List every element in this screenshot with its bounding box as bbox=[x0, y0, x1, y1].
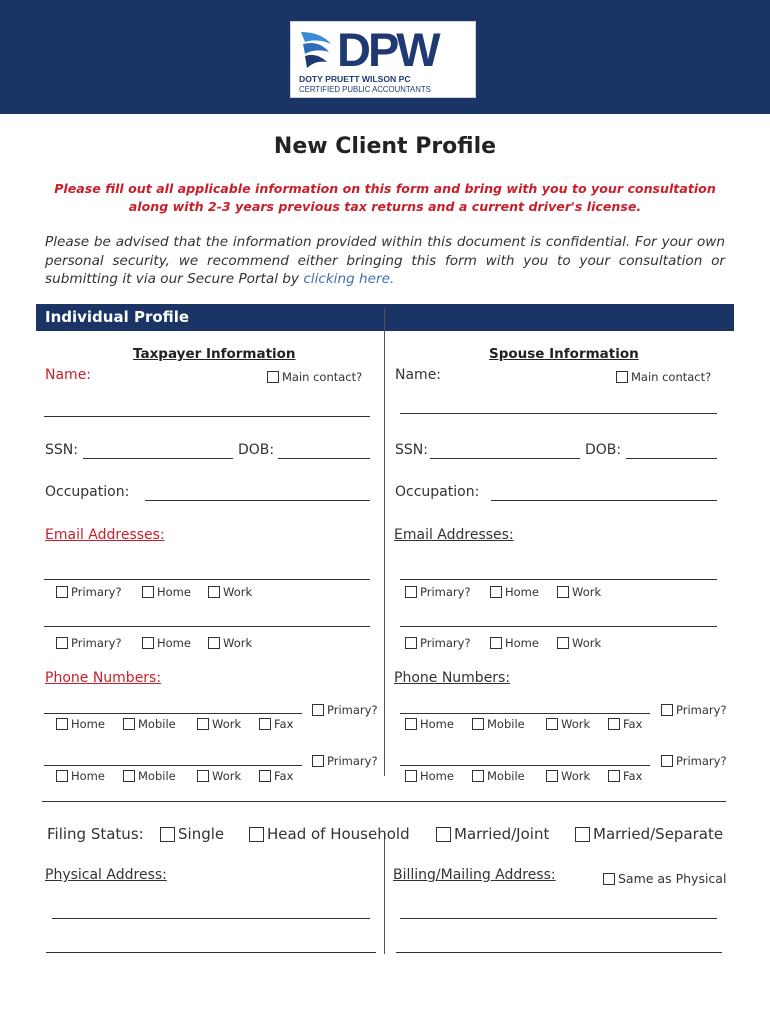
checkbox-label: Home bbox=[71, 717, 105, 731]
checkbox-label: Primary? bbox=[327, 754, 378, 768]
checkbox-label: Main contact? bbox=[282, 370, 363, 384]
taxpayer-email1-primary-checkbox[interactable] bbox=[56, 585, 122, 599]
spouse-occupation-field[interactable] bbox=[491, 500, 717, 501]
checkbox-label: Mobile bbox=[138, 769, 176, 783]
taxpayer-name-label: Name: bbox=[45, 367, 92, 383]
checkbox-label: Primary? bbox=[71, 636, 122, 650]
taxpayer-phone1-work-checkbox[interactable] bbox=[197, 717, 241, 731]
checkbox-box[interactable] bbox=[56, 718, 68, 730]
checkbox-label: Single bbox=[178, 825, 225, 843]
spouse-ssn-field[interactable] bbox=[430, 458, 580, 459]
spouse-phone1-fax-checkbox[interactable] bbox=[608, 717, 642, 731]
taxpayer-main-contact-checkbox[interactable] bbox=[267, 370, 362, 384]
checkbox-box[interactable] bbox=[546, 718, 558, 730]
checkbox-box[interactable] bbox=[557, 637, 569, 649]
spouse-email1-home-checkbox[interactable] bbox=[490, 585, 539, 599]
checkbox-label: Primary? bbox=[327, 703, 378, 717]
physical-address-label: Physical Address: bbox=[45, 867, 167, 883]
spouse-main-contact-checkbox[interactable] bbox=[616, 370, 711, 384]
checkbox-label: Home bbox=[420, 769, 454, 783]
column-divider bbox=[384, 308, 385, 776]
checkbox-label: Work bbox=[212, 717, 242, 731]
page-title: New Client Profile bbox=[273, 134, 497, 159]
checkbox-box[interactable] bbox=[197, 718, 209, 730]
checkbox-box[interactable] bbox=[405, 637, 417, 649]
checkbox-label: Married/Separate bbox=[593, 825, 724, 843]
taxpayer-phone1-primary-checkbox[interactable] bbox=[312, 703, 378, 717]
taxpayer-occupation-label: Occupation: bbox=[45, 484, 130, 500]
taxpayer-dob-field[interactable] bbox=[278, 458, 370, 459]
spouse-dob-label: DOB: bbox=[585, 442, 622, 458]
checkbox-box[interactable] bbox=[608, 770, 620, 782]
filing-status-label: Filing Status: bbox=[47, 825, 144, 843]
taxpayer-phone2-primary-checkbox[interactable] bbox=[312, 754, 378, 768]
notice-line-2: along with 2-3 years previous tax returns and a current driver's license. bbox=[128, 199, 642, 214]
checkbox-label: Married/Joint bbox=[454, 825, 550, 843]
filing-married-separate-checkbox[interactable] bbox=[575, 825, 723, 843]
checkbox-label: Same as Physical bbox=[618, 871, 727, 886]
checkbox-box[interactable] bbox=[472, 718, 484, 730]
checkbox-box[interactable] bbox=[312, 755, 324, 767]
taxpayer-phone2-work-checkbox[interactable] bbox=[197, 769, 241, 783]
billing-address-line-1[interactable] bbox=[400, 918, 717, 919]
taxpayer-email-field-1[interactable] bbox=[44, 579, 370, 580]
spouse-name-label: Name: bbox=[395, 367, 442, 383]
taxpayer-phone1-mobile-checkbox[interactable] bbox=[123, 717, 176, 731]
checkbox-label: Work bbox=[223, 636, 253, 650]
spouse-phone1-primary-checkbox[interactable] bbox=[661, 703, 727, 717]
spouse-email1-primary-checkbox[interactable] bbox=[405, 585, 471, 599]
spouse-occupation-label: Occupation: bbox=[395, 484, 480, 500]
checkbox-box[interactable] bbox=[405, 586, 417, 598]
checkbox-label: Work bbox=[223, 585, 253, 599]
section-separator bbox=[42, 801, 726, 802]
checkbox-box[interactable] bbox=[490, 586, 502, 598]
spouse-phone-label: Phone Numbers: bbox=[394, 670, 511, 686]
spouse-name-field[interactable] bbox=[400, 413, 717, 414]
spouse-email2-home-checkbox[interactable] bbox=[490, 636, 539, 650]
checkbox-box[interactable] bbox=[259, 770, 271, 782]
spouse-phone-field-1[interactable] bbox=[400, 713, 650, 714]
checkbox-box[interactable] bbox=[405, 718, 417, 730]
column-divider-lower bbox=[384, 832, 385, 954]
spouse-header: Spouse Information bbox=[489, 346, 639, 362]
taxpayer-occupation-field[interactable] bbox=[145, 500, 370, 501]
checkbox-box[interactable] bbox=[603, 873, 615, 885]
taxpayer-ssn-field[interactable] bbox=[83, 458, 233, 459]
spouse-dob-field[interactable] bbox=[626, 458, 717, 459]
checkbox-box[interactable] bbox=[160, 827, 175, 842]
checkbox-box[interactable] bbox=[490, 637, 502, 649]
checkbox-label: Home bbox=[71, 769, 105, 783]
logo-swoosh-icon bbox=[299, 30, 335, 72]
taxpayer-dob-label: DOB: bbox=[238, 442, 275, 458]
spouse-phone1-home-checkbox[interactable] bbox=[405, 717, 454, 731]
filing-married-joint-checkbox[interactable] bbox=[436, 825, 549, 843]
firm-logo bbox=[290, 21, 476, 98]
checkbox-box[interactable] bbox=[312, 704, 324, 716]
spouse-email-label: Email Addresses: bbox=[394, 527, 514, 543]
filing-single-checkbox[interactable] bbox=[160, 825, 224, 843]
checkbox-label: Primary? bbox=[420, 636, 471, 650]
checkbox-label: Mobile bbox=[487, 769, 525, 783]
taxpayer-email2-home-checkbox[interactable] bbox=[142, 636, 191, 650]
checkbox-box[interactable] bbox=[608, 718, 620, 730]
taxpayer-phone1-fax-checkbox[interactable] bbox=[259, 717, 293, 731]
same-as-physical-checkbox[interactable] bbox=[603, 871, 726, 886]
checkbox-box[interactable] bbox=[267, 371, 279, 383]
checkbox-box[interactable] bbox=[56, 586, 68, 598]
taxpayer-email-label: Email Addresses: bbox=[45, 527, 165, 543]
taxpayer-phone-field-2[interactable] bbox=[44, 765, 302, 766]
notice-line-1: Please fill out all applicable information on this form and bring with you to your consultation bbox=[54, 181, 716, 196]
checkbox-label: Work bbox=[561, 769, 591, 783]
taxpayer-email-field-2[interactable] bbox=[44, 626, 370, 627]
checkbox-box[interactable] bbox=[616, 371, 628, 383]
checkbox-label: Home bbox=[505, 585, 539, 599]
spouse-phone2-fax-checkbox[interactable] bbox=[608, 769, 642, 783]
checkbox-box[interactable] bbox=[123, 718, 135, 730]
checkbox-label: Fax bbox=[274, 717, 294, 731]
checkbox-label: Mobile bbox=[487, 717, 525, 731]
taxpayer-email2-primary-checkbox[interactable] bbox=[56, 636, 122, 650]
checkbox-label: Primary? bbox=[676, 754, 727, 768]
taxpayer-phone-label: Phone Numbers: bbox=[45, 670, 162, 686]
checkbox-label: Home bbox=[420, 717, 454, 731]
checkbox-box[interactable] bbox=[575, 827, 590, 842]
checkbox-box[interactable] bbox=[56, 770, 68, 782]
checkbox-label: Work bbox=[561, 717, 591, 731]
taxpayer-email2-work-checkbox[interactable] bbox=[208, 636, 252, 650]
checkbox-label: Primary? bbox=[676, 703, 727, 717]
taxpayer-phone2-home-checkbox[interactable] bbox=[56, 769, 105, 783]
taxpayer-name-field[interactable] bbox=[44, 416, 370, 417]
checkbox-label: Work bbox=[572, 585, 602, 599]
logo-firm-name: DOTY PRUETT WILSON PC bbox=[299, 74, 411, 84]
checkbox-box[interactable] bbox=[197, 770, 209, 782]
checkbox-label: Fax bbox=[623, 717, 643, 731]
taxpayer-email1-home-checkbox[interactable] bbox=[142, 585, 191, 599]
section-header bbox=[36, 304, 734, 331]
spouse-phone2-mobile-checkbox[interactable] bbox=[472, 769, 525, 783]
confidentiality-text: Please be advised that the information provided within this document is confidential. For your own personal security, we recommend either bringing this form with you to your consultation or submitting it via our Secure Portal by bbox=[45, 234, 725, 287]
taxpayer-ssn-label: SSN: bbox=[45, 442, 78, 458]
checkbox-label: Fax bbox=[274, 769, 294, 783]
spouse-phone1-work-checkbox[interactable] bbox=[546, 717, 590, 731]
taxpayer-phone2-fax-checkbox[interactable] bbox=[259, 769, 293, 783]
taxpayer-email1-work-checkbox[interactable] bbox=[208, 585, 252, 599]
spouse-phone1-mobile-checkbox[interactable] bbox=[472, 717, 525, 731]
spouse-email-field-2[interactable] bbox=[400, 626, 717, 627]
spouse-email1-work-checkbox[interactable] bbox=[557, 585, 601, 599]
checkbox-label: Main contact? bbox=[631, 370, 712, 384]
checkbox-box[interactable] bbox=[56, 637, 68, 649]
spouse-phone2-home-checkbox[interactable] bbox=[405, 769, 454, 783]
physical-address-line-2[interactable] bbox=[46, 952, 376, 953]
spouse-email2-work-checkbox[interactable] bbox=[557, 636, 601, 650]
checkbox-label: Home bbox=[505, 636, 539, 650]
confidentiality-notice bbox=[45, 233, 725, 289]
spouse-phone2-primary-checkbox[interactable] bbox=[661, 754, 727, 768]
checkbox-label: Work bbox=[212, 769, 242, 783]
checkbox-label: Primary? bbox=[420, 585, 471, 599]
checkbox-box[interactable] bbox=[142, 637, 154, 649]
checkbox-box[interactable] bbox=[436, 827, 451, 842]
checkbox-label: Work bbox=[572, 636, 602, 650]
taxpayer-phone-field-1[interactable] bbox=[44, 713, 302, 714]
checkbox-box[interactable] bbox=[472, 770, 484, 782]
checkbox-label: Primary? bbox=[71, 585, 122, 599]
checkbox-label: Mobile bbox=[138, 717, 176, 731]
checkbox-box[interactable] bbox=[557, 586, 569, 598]
spouse-email-field-1[interactable] bbox=[400, 579, 717, 580]
instructions-notice bbox=[40, 180, 730, 216]
billing-address-label: Billing/Mailing Address: bbox=[393, 867, 556, 883]
checkbox-label: Fax bbox=[623, 769, 643, 783]
taxpayer-phone2-mobile-checkbox[interactable] bbox=[123, 769, 176, 783]
checkbox-box[interactable] bbox=[405, 770, 417, 782]
checkbox-box[interactable] bbox=[661, 755, 673, 767]
logo-letters: DPW bbox=[337, 23, 438, 76]
checkbox-label: Head of Household bbox=[267, 825, 410, 843]
checkbox-box[interactable] bbox=[546, 770, 558, 782]
taxpayer-phone1-home-checkbox[interactable] bbox=[56, 717, 105, 731]
checkbox-box[interactable] bbox=[249, 827, 264, 842]
header-band bbox=[0, 0, 770, 114]
checkbox-box[interactable] bbox=[123, 770, 135, 782]
checkbox-box[interactable] bbox=[142, 586, 154, 598]
spouse-ssn-label: SSN: bbox=[395, 442, 428, 458]
billing-address-line-2[interactable] bbox=[396, 952, 722, 953]
spouse-email2-primary-checkbox[interactable] bbox=[405, 636, 471, 650]
checkbox-box[interactable] bbox=[208, 637, 220, 649]
checkbox-box[interactable] bbox=[259, 718, 271, 730]
filing-head-of-household-checkbox[interactable] bbox=[249, 825, 410, 843]
taxpayer-header: Taxpayer Information bbox=[133, 346, 296, 362]
logo-tagline: CERTIFIED PUBLIC ACCOUNTANTS bbox=[299, 85, 431, 94]
checkbox-box[interactable] bbox=[661, 704, 673, 716]
checkbox-box[interactable] bbox=[208, 586, 220, 598]
spouse-phone2-work-checkbox[interactable] bbox=[546, 769, 590, 783]
physical-address-line-1[interactable] bbox=[52, 918, 370, 919]
checkbox-label: Home bbox=[157, 585, 191, 599]
checkbox-label: Home bbox=[157, 636, 191, 650]
spouse-phone-field-2[interactable] bbox=[400, 765, 650, 766]
secure-portal-link[interactable]: clicking here. bbox=[303, 271, 395, 287]
section-title: Individual Profile bbox=[45, 308, 190, 326]
